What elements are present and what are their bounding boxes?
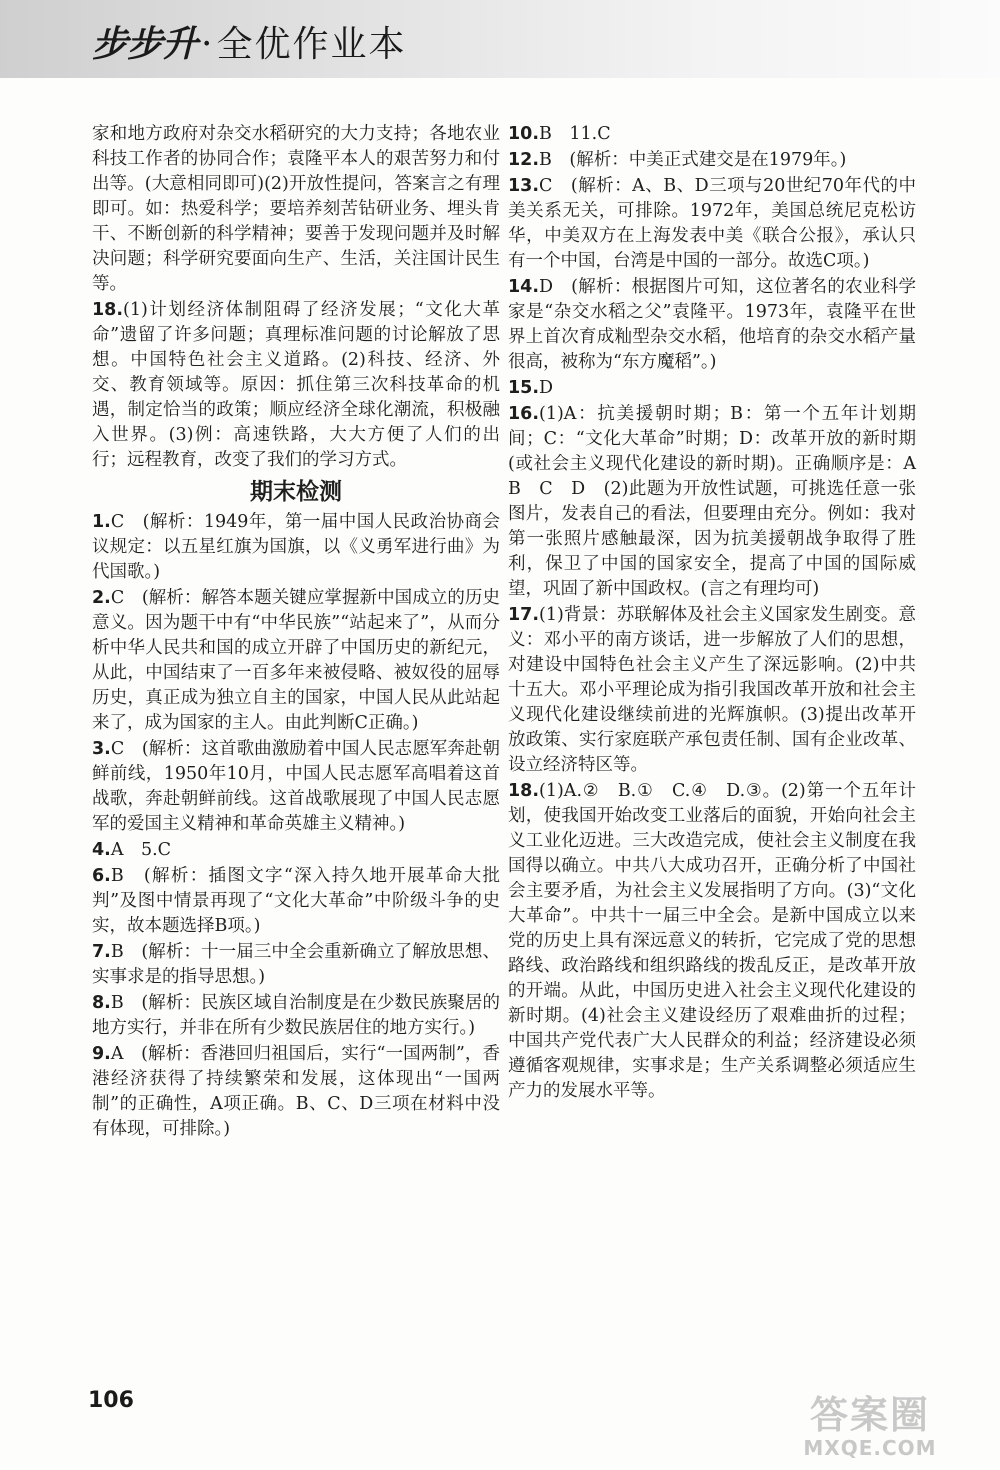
- answer-number: 1.: [92, 512, 111, 532]
- brand-separator: ·: [201, 24, 213, 65]
- answer-text: (1)A：抗美援朝时期；B：第一个五年计划期间；C：“文化大革命”时期；D：改革开放的新时期(或社会主义现代化建设的新时期)。正确顺序是：A B C D (2)此题为开放性试题，可挑选任意一张图片，发表自己的看法，但要理由充分。例如：我对第一张照片感触最深，因为抗美援朝战争取得了胜利，保卫了中国的国家安全，提高了中国的国际威望，巩固了新中国政权。(言之有理均可): [508, 404, 934, 599]
- answer-text: A 5.C: [110, 840, 172, 860]
- continued-answer: 家和地方政府对杂交水稻研究的大力支持；各地农业科技工作者的协同合作；袁隆平本人的艰苦努力和付出等。(大意相同即可)(2)开放性提问，答案言之有理即可。如：热爱科学；要培养刻苦钻研业务、埋头肯干、不断创新的科学精神；要善于发现问题并及时解决问题；科学研究要面向生产、生活，关注国计民生等。: [92, 124, 500, 294]
- answer-number: 9.: [92, 1044, 111, 1064]
- answer-text: C (解析：1949年，第一届中国人民政治协商会议规定：以五星红旗为国旗，以《义勇军进行曲》为代国歌。): [92, 512, 500, 582]
- watermark-title: 答案圈: [809, 1393, 930, 1437]
- answer-item: [508, 174, 916, 274]
- answer-item: [92, 510, 500, 585]
- answer-item: [508, 376, 916, 401]
- answer-number: 2.: [92, 588, 111, 608]
- answer-item: [92, 1042, 500, 1142]
- answer-item: [508, 402, 934, 602]
- answer-number: 13.: [508, 176, 540, 196]
- answer-item: [92, 991, 500, 1041]
- answer-number: 18.: [92, 300, 124, 320]
- answer-number: 14.: [508, 277, 540, 297]
- answer-text: B (解析：民族区域自治制度是在少数民族聚居的地方实行，并非在所有少数民族居住的地方实行。): [92, 993, 500, 1038]
- answer-number: 15.: [508, 378, 540, 398]
- answer-number: 16.: [508, 404, 540, 424]
- answer-item: [508, 275, 916, 375]
- answer-number: 10.: [508, 124, 540, 144]
- answer-number: 8.: [92, 993, 111, 1013]
- answer-number: 17.: [508, 605, 540, 625]
- answer-text: B 11.C: [539, 124, 611, 144]
- answer-text: D (解析：根据图片可知，这位著名的农业科学家是“杂交水稻之父”袁隆平。1973年，袁隆平在世界上首次育成籼型杂交水稻，他培育的杂交水稻产量很高，被称为“东方魔稻”。): [508, 277, 916, 372]
- page-number: 106: [88, 1388, 134, 1413]
- answer-item: [508, 603, 916, 778]
- answer-text: B (解析：十一届三中全会重新确立了解放思想、实事求是的指导思想。): [92, 942, 500, 987]
- answer-number: 12.: [508, 150, 540, 170]
- answer-text: C (解析：解答本题关键应掌握新中国成立的历史意义。因为题干中有“中华民族”“站起来了”，从而分析中华人民共和国的成立开辟了中国历史的新纪元，从此，中国结束了一百多年来被侵略、被奴役的屈辱历史，真正成为独立自主的国家，中国人民从此站起来了，成为国家的主人。由此判断C正确。): [92, 588, 500, 733]
- answer-item: [92, 737, 500, 837]
- book-series-title: [92, 24, 406, 65]
- answer-text: C (解析：A、B、D三项与20世纪70年代的中美关系无关，可排除。1972年，美国总统尼克松访华，中美双方在上海发表中美《联合公报》，承认只有一个中国，台湾是中国的一部分。故选C项。): [508, 176, 916, 271]
- answer-text: (1)背景：苏联解体及社会主义国家发生剧变。意义：邓小平的南方谈话，进一步解放了人们的思想，对建设中国特色社会主义产生了深远影响。(2)中共十五大。邓小平理论成为指引我国改革开放和社会主义现代化建设继续前进的光辉旗帜。(3)提出改革开放政策、实行家庭联产承包责任制、国有企业改革、设立经济特区等。: [508, 605, 916, 775]
- answer-item: [92, 940, 500, 990]
- answer-text: B (解析：中美正式建交是在1979年。): [539, 150, 847, 170]
- answer-text: (1)计划经济体制阻碍了经济发展；“文化大革命”遗留了许多问题；真理标准问题的讨论解放了思想。中国特色社会主义道路。(2)科技、经济、外交、教育领域等。原因：抓住第三次科技革命的机遇，制定恰当的政策；顺应经济全球化潮流，积极融入世界。(3)例：高速铁路，大大方便了人们的出行；远程教育，改变了我们的学习方式。: [92, 300, 500, 470]
- answer-item: [508, 122, 916, 147]
- left-column: [92, 122, 500, 1143]
- answer-text: C (解析：这首歌曲激励着中国人民志愿军奔赴朝鲜前线，1950年10月，中国人民志愿军高唱着这首战歌，奔赴朝鲜前线。这首战歌展现了中国人民志愿军的爱国主义精神和革命英雄主义精神。): [92, 739, 500, 834]
- answer-number: 7.: [92, 942, 111, 962]
- answer-number: 18.: [508, 781, 540, 801]
- answer-item: [92, 586, 500, 736]
- watermark-url: MXQE.COM: [803, 1436, 937, 1460]
- watermark-logo: [770, 1395, 970, 1461]
- answer-number: 6.: [92, 866, 111, 886]
- answer-text: (1)A.② B.① C.④ D.③。(2)第一个五年计划，使我国开始改变工业落后的面貌，开始向社会主义工业化迈进。三大改造完成，使社会主义制度在我国得以确立。中共八大成功召开，正确分析了中国社会主要矛盾，为社会主义发展指明了方向。(3)“文化大革命”。中共十一届三中全会。是新中国成立以来党的历史上具有深远意义的转折，它完成了党的思想路线、政治路线和组织路线的拨乱反正，是改革开放的开端。从此，中国历史进入社会主义现代化建设的新时期。(4)社会主义建设经历了艰难曲折的过程；中国共产党代表广大人民群众的利益；经济建设必须遵循客观规律，实事求是；生产关系调整必须适应生产力的发展水平等。: [508, 781, 916, 1101]
- section-title: 期末检测: [250, 479, 342, 505]
- answer-text: D: [539, 378, 554, 398]
- answer-item: [92, 864, 500, 939]
- answer-item: [92, 298, 500, 473]
- answer-text: A (解析：香港回归祖国后，实行“一国两制”，香港经济获得了持续繁荣和发展，这体现出“一国两制”的正确性，A项正确。B、C、D三项在材料中没有体现，可排除。): [92, 1044, 500, 1139]
- answer-item: [92, 838, 500, 863]
- answer-number: 3.: [92, 739, 111, 759]
- answer-number: 4.: [92, 840, 111, 860]
- series-name: 全优作业本: [216, 24, 407, 65]
- answer-text: B (解析：插图文字“深入持久地开展革命大批判”及图中情景再现了“文化大革命”中阶级斗争的史实，故本题选择B项。): [92, 866, 500, 936]
- answer-item: [508, 148, 916, 173]
- brand-logo: 步步升: [92, 23, 198, 65]
- right-column: [508, 122, 934, 1105]
- answer-item: [508, 779, 916, 1104]
